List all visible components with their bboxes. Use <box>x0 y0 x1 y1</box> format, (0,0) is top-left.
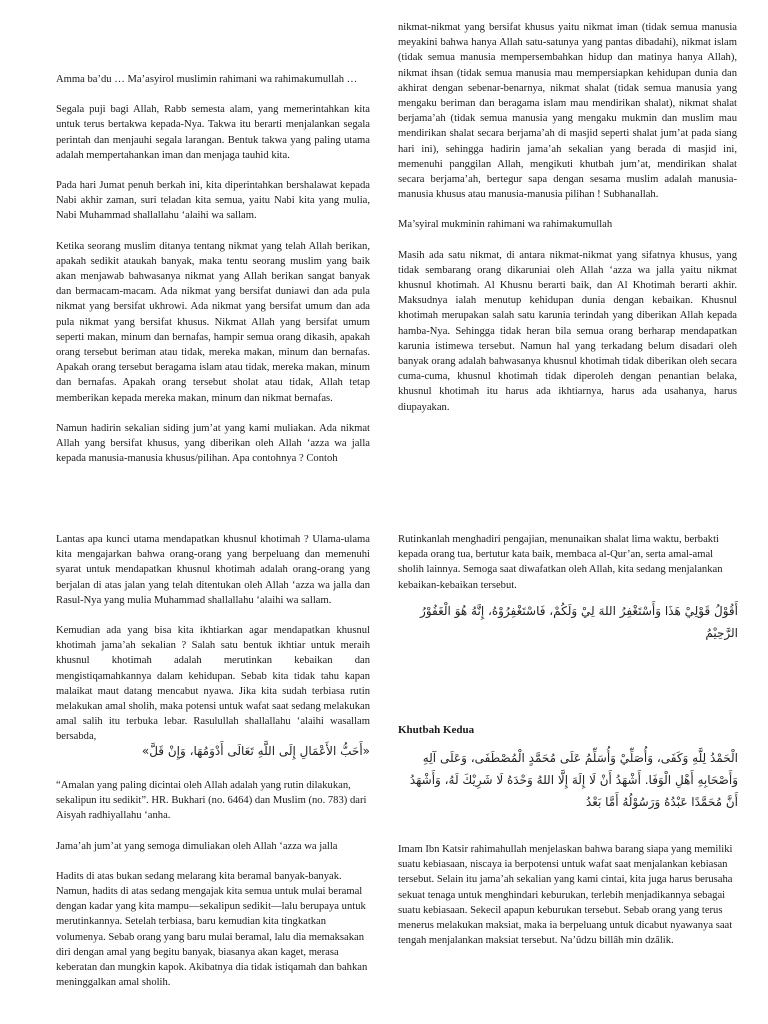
salutation: Amma ba’du … Ma’asyirol muslimin rahimani wa rahimakumullah … <box>56 74 358 85</box>
paragraph: Segala puji bagi Allah, Rabb semesta alam, yang memerintahkan kita untuk terus bertakwa kepada-Nya. Takwa itu berarti menjalankan segala perintah dan menjauhi segala larangan. Bentuk takwa yang paling utama adalah mempertahankan iman dan menjaga tauhid kita. <box>56 104 370 161</box>
page2-right-column-lower <box>398 842 737 963</box>
hadith-arabic: «أَحَبُّ الأَعْمَالِ إِلَى اللَّهِ تَعَالَى أَدْوَمُهَا، وَإِنْ قَلَّ» <box>141 744 370 758</box>
paragraph: Namun hadirin sekalian siding jum’at yang kami muliakan. Ada nikmat Allah yang bersifat khusus, yang diberikan oleh Allah ‘azza wa jalla kepada manusia-manusia khusus/pilihan. Apa contohnya ? Contoh <box>56 422 370 465</box>
page2-left-column <box>56 532 370 760</box>
paragraph: Ketika seorang muslim ditanya tentang nikmat yang telah Allah berikan, apakah sedikit ataukah banyak, maka tentu seorang muslim yang baik akan menjawab bahwasanya nikmat yang Allah berikan sangat banyak dan bermacam-macam. Ada nikmat yang bersifat duniawi dan ada pula nikmat yang bersifat ukhrowi. Ada nikmat yang bersifat umum dan ada pula nikmat yang bersifat khusus. Nikmat Allah yang bersifat umum seperti makan, minum dan bernafas, hampir semua orang dikasih, apakah orang tersebut beriman atau tidak, mereka makan, minum dan bernafas. Apakah orang tersebut beragama islam atau tidak, mereka makan, minum dan bernafas. Apakah orang tersebut sholat atau tidak, Allah tetap memberikan kepada mereka makan, minum dan nikmat bernafas. <box>56 240 370 404</box>
paragraph: Pada hari Jumat penuh berkah ini, kita diperintahkan bershalawat kepada Nabi akhir zaman, suri teladan kita semua, yaitu Nabi kita yang mulia, Nabi Muhammad shallallahu ‘alaihi wa sallam. <box>56 180 370 222</box>
section-greeting: Ma’syiral mukminin rahimani wa rahimakumullah <box>398 219 613 231</box>
paragraph: Kemudian ada yang bisa kita ikhtiarkan agar mendapatkan khusnul khotimah jama’ah sekalian ? Salah satu bentuk ikhtiar untuk meraih khusnul khotimah adalah merutinkan kebaikan dan mengistiqamahkannya dalam kehidupan. Sebab kita tidak tahu kapan malaikat maut datang mencabut nyawa. Jika kita sudah terbiasa rutin melakukan amal sholih, maka potensi untuk wafat saat sedang melakukan amal salih itu terbuka lebar. Rasulullah shallallahu ‘alaihi wasallam bersabda, <box>56 625 370 743</box>
page1-left-column <box>56 72 370 481</box>
page2-right-column <box>398 532 737 608</box>
paragraph: Masih ada satu nikmat, di antara nikmat-nikmat yang sifatnya khusus, yang tidak sembarang orang dikaruniai oleh Allah ‘azza wa jalla yaitu nikmat khusnul khotimah. Al Khusnu berarti baik, dan Al Khotimah berarti akhir. Maksudnya ialah menutup kehidupan dunia dengan kebaikan. Khusnul khotimah merupakan salah satu karunia terindah yang diberikan Allah kepada hamba-Nya. Sehingga tidak heran bila semua orang berharap mendapatkan karunia istimewa tersebut. Namun hal yang terkadang belum disadari oleh banyak orang adalah bahwasanya khusnul khotimah tidak diberikan oleh secara cuma-cuma, khusnul khotimah tidak diperoleh dengan penantian belaka, khusnul khotimah itu harus ada ikhtiarnya, harus ada usahanya, harus diupayakan. <box>398 249 737 413</box>
section-heading: Khutbah Kedua <box>398 724 475 736</box>
page2-left-column-lower <box>56 778 370 1005</box>
section-greeting: Jama’ah jum’at yang semoga dimuliakan oleh Allah ‘azza wa jalla <box>56 840 338 852</box>
paragraph: Imam Ibn Katsir rahimahullah menjelaskan bahwa barang siapa yang memiliki suatu kebiasaan, niscaya ia berpotensi untuk wafat saat menjalankan kebiasan tersebut. Selain itu jama’ah sekalian yang kami cintai, kita juga harus berusaha sekuat tenaga untuk menghindari keburukan, terlebih menjadikannya sebagai suatu kebiasaan. Sekecil apapun keburukan tersebut. Sebab orang yang terus menerus melakukan maksiat, maka ia berpeluang untuk dicabut nyawanya saat tengah menjalankan maksiat tersebut. Na’ûdzu billâh min dzâlik. <box>398 844 733 947</box>
khutbah-arabic: الْحَمْدُ لِلَّهِ وَكَفَى، وَأُصَلِّيْ وَأُسَلِّمُ عَلَى مُحَمَّدٍ الْمُصْطَفَى، وَعَلَى آلِهِ وَأَصْحَابِهِ أَهْلِ الْوَفَا. أَشْهَدُ أَنْ لَا إِلَهَ إِلَّا اللهُ وَحْدَهُ لَا شَرِيْكَ لَهُ، وَأَشْهَدُ أَنَّ مُحَمَّدًا عَبْدُهُ وَرَسُوْلُهُ أَمَّا بَعْدُ <box>409 751 738 809</box>
closing-arabic: أَقُوْلُ قَوْلِيْ هَذَا وَأَسْتَغْفِرُ اللهَ لِيْ وَلَكُمْ، فَاسْتَغْفِرُوْهُ، إِنَّهُ هُوَ الْغَفُوْرُ الرَّحِيْمُ <box>420 604 738 640</box>
paragraph: Lantas apa kunci utama mendapatkan khusnul khotimah ? Ulama-ulama kita mengajarkan bahwa orang-orang yang berpeluang dan memenuhi syarat untuk mendapatkan khusnul khotimah adalah orang-orang yang berjalan di atas jalan yang telah ditentukan oleh Allah ‘azza wa jalla dan Rasul-Nya yang mulia Muhammad shallallahu ‘alaihi wa sallam. <box>56 534 370 606</box>
paragraph: Rutinkanlah menghadiri pengajian, menunaikan shalat lima waktu, berbakti kepada orang tua, bertutur kata baik, membaca al-Qur’an, serta amal-amal sholih lainnya. Semoga saat diwafatkan oleh Allah, kita sedang menjalankan kebaikan-kebaikan tersebut. <box>398 534 723 591</box>
paragraph: nikmat-nikmat yang bersifat khusus yaitu nikmat iman (tidak semua manusia meyakini bahwa hanya Allah satu-satunya yang pantas dibadahi), nikmat islam (tidak semua manusia mempersembahkan hidup dan matinya hanya Allah), nikmat ihsan (tidak semua manusia mau mempersiapkan kehidupan dunia dan akhirat dengan sebenar-benarnya, nikmat shalat (tidak semua manusia yang mengaku beriman dan beragama islam mau mendirikan shalat), nikmat shalat berjama’ah (tidak semua manusia yang mengaku mukmin dan muslim mau mendirikan shalat secara berjama’ah di masjid seperti shalat jum’at pada siang hari ini), sehingga hadirin jama’ah sekalian yang berada di masjid ini, memenuhi panggilan Allah, mengikuti khutbah jum’at, mendirikan shalat secara berjama’ah, bertegur sapa dengan sesama muslim adalah manusia-manusia khusus atau manusia-manusia pilihan ! Subhanallah. <box>398 22 737 201</box>
paragraph: Hadits di atas bukan sedang melarang kita beramal banyak-banyak. Namun, hadits di atas sedang mengajak kita semua untuk mulai beramal dengan kadar yang kita mampu—sekalipun sedikit—lalu berupaya untuk merutinkannya. Setelah terbiasa, baru kemudian kita tingkatkan volumenya. Sebab orang yang baru mulai beramal, lalu dia memaksakan diri dengan amal yang begitu banyak, biasanya akan kaget, merasa keberatan dan mungkin kapok. Akibatnya dia tidak istiqamah dan bahkan meninggalkan amal sholih. <box>56 870 368 989</box>
page1-right-column <box>398 20 737 430</box>
hadith-translation: “Amalan yang paling dicintai oleh Allah adalah yang rutin dilakukan, sekalipun itu sedikit”. HR. Bukhari (no. 6464) dan Muslim (no. 783) dari Aisyah radhiyallahu ‘anha. <box>56 780 367 822</box>
